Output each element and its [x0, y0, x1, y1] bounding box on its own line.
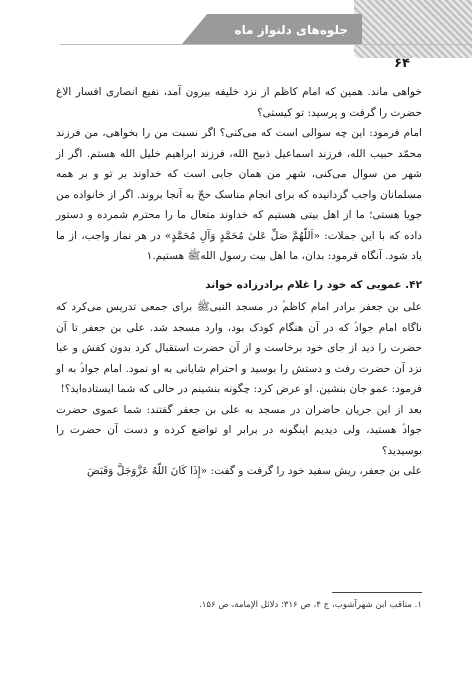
paragraph: بعد از این جریان حاضران در مسجد به علی بن جعفر گفتند: شما عموی حضرت جواد‌ؑ هستید، ولی دیدیم اینگونه در برابر او تواضع کرده و دست آن حضرت را بوسیدید؟: [56, 403, 422, 457]
section-heading: ۴۲. عمویی که خود را غلام برادرزاده خواند: [205, 278, 422, 291]
paragraph: علی بن جعفر برادر امام کاظم‌ؑ در مسجد النبی‌ﷺ برای جمعی تدریس می‌کرد که ناگاه امام جواد‌ؑ که در آن هنگام کودک بود، وارد مسجد شد. علی بن جعفر تا آن حضرت را دید از جای خود برخاست و از آن حضرت استقبال کرد بدون کفش و عبا نزد آن حضرت رفت و دستش را بوسید و احترام شایانی به او نمود. امام جواد‌ؑ به او فرمود: عمو جان بنشین. او عرض کرد: چگونه بنشینم در حالی که شما ایستاده‌اید؟!: [56, 301, 422, 395]
paragraph: امام فرمود: این چه سوالی است که می‌کنی؟ اگر نسبت من را بخواهی، من فرزند محمّد حبیب الله، فرزند اسماعیل ذبیح الله، فرزند ابراهیم خلیل الله هستم. اگر از شهر من سوال می‌کنی، شهر من همان جایی است که خداوند بر تو و بر همه مسلمانان واجب گردانیده که برای انجام مناسک حجّ به آنجا بروند. اگر از خانواده من جویا هستی؛ ما از اهل بیتی هستیم که خداوند متعال ما را محترم شمرده و دستور داده که با این جملات: «اَللّهُمَّ صَلِّ عَلیٰ مُحَمَّدٍ وَآلِ مُحَمَّدٍ» در هر نماز واجب، از ما یاد شود. آنگاه فرمود: بدان، ما اهل بیت رسول الله‌ﷺ هستیم.۱: [56, 127, 422, 262]
paragraph: خواهی ماند. همین که امام کاظم از نزد خلیفه بیرون آمد، نفیع انصاری افسار الاغ حضرت را گرفت و پرسید: تو کیستی؟: [56, 86, 422, 119]
page-number: ۶۴: [394, 56, 410, 71]
running-title: جلوه‌های دلنواز ماه: [234, 23, 348, 37]
body-text: [56, 82, 422, 482]
paragraph: علی بن جعفر، ریش سفید خود را گرفت و گفت: «إِذَا کَانَ اللّهُ عَزَّوَجَلَّ وَقَبَضَ: [86, 465, 422, 477]
footnote: ۱. مناقب ابن شهرآشوب، ج ۴، ص ۳۱۶؛ دلائل الإمامة، ص ۱۵۶.: [199, 600, 422, 610]
decorative-ornament: [354, 0, 472, 58]
footnote-divider: [332, 592, 422, 593]
header-rule: [60, 44, 472, 45]
